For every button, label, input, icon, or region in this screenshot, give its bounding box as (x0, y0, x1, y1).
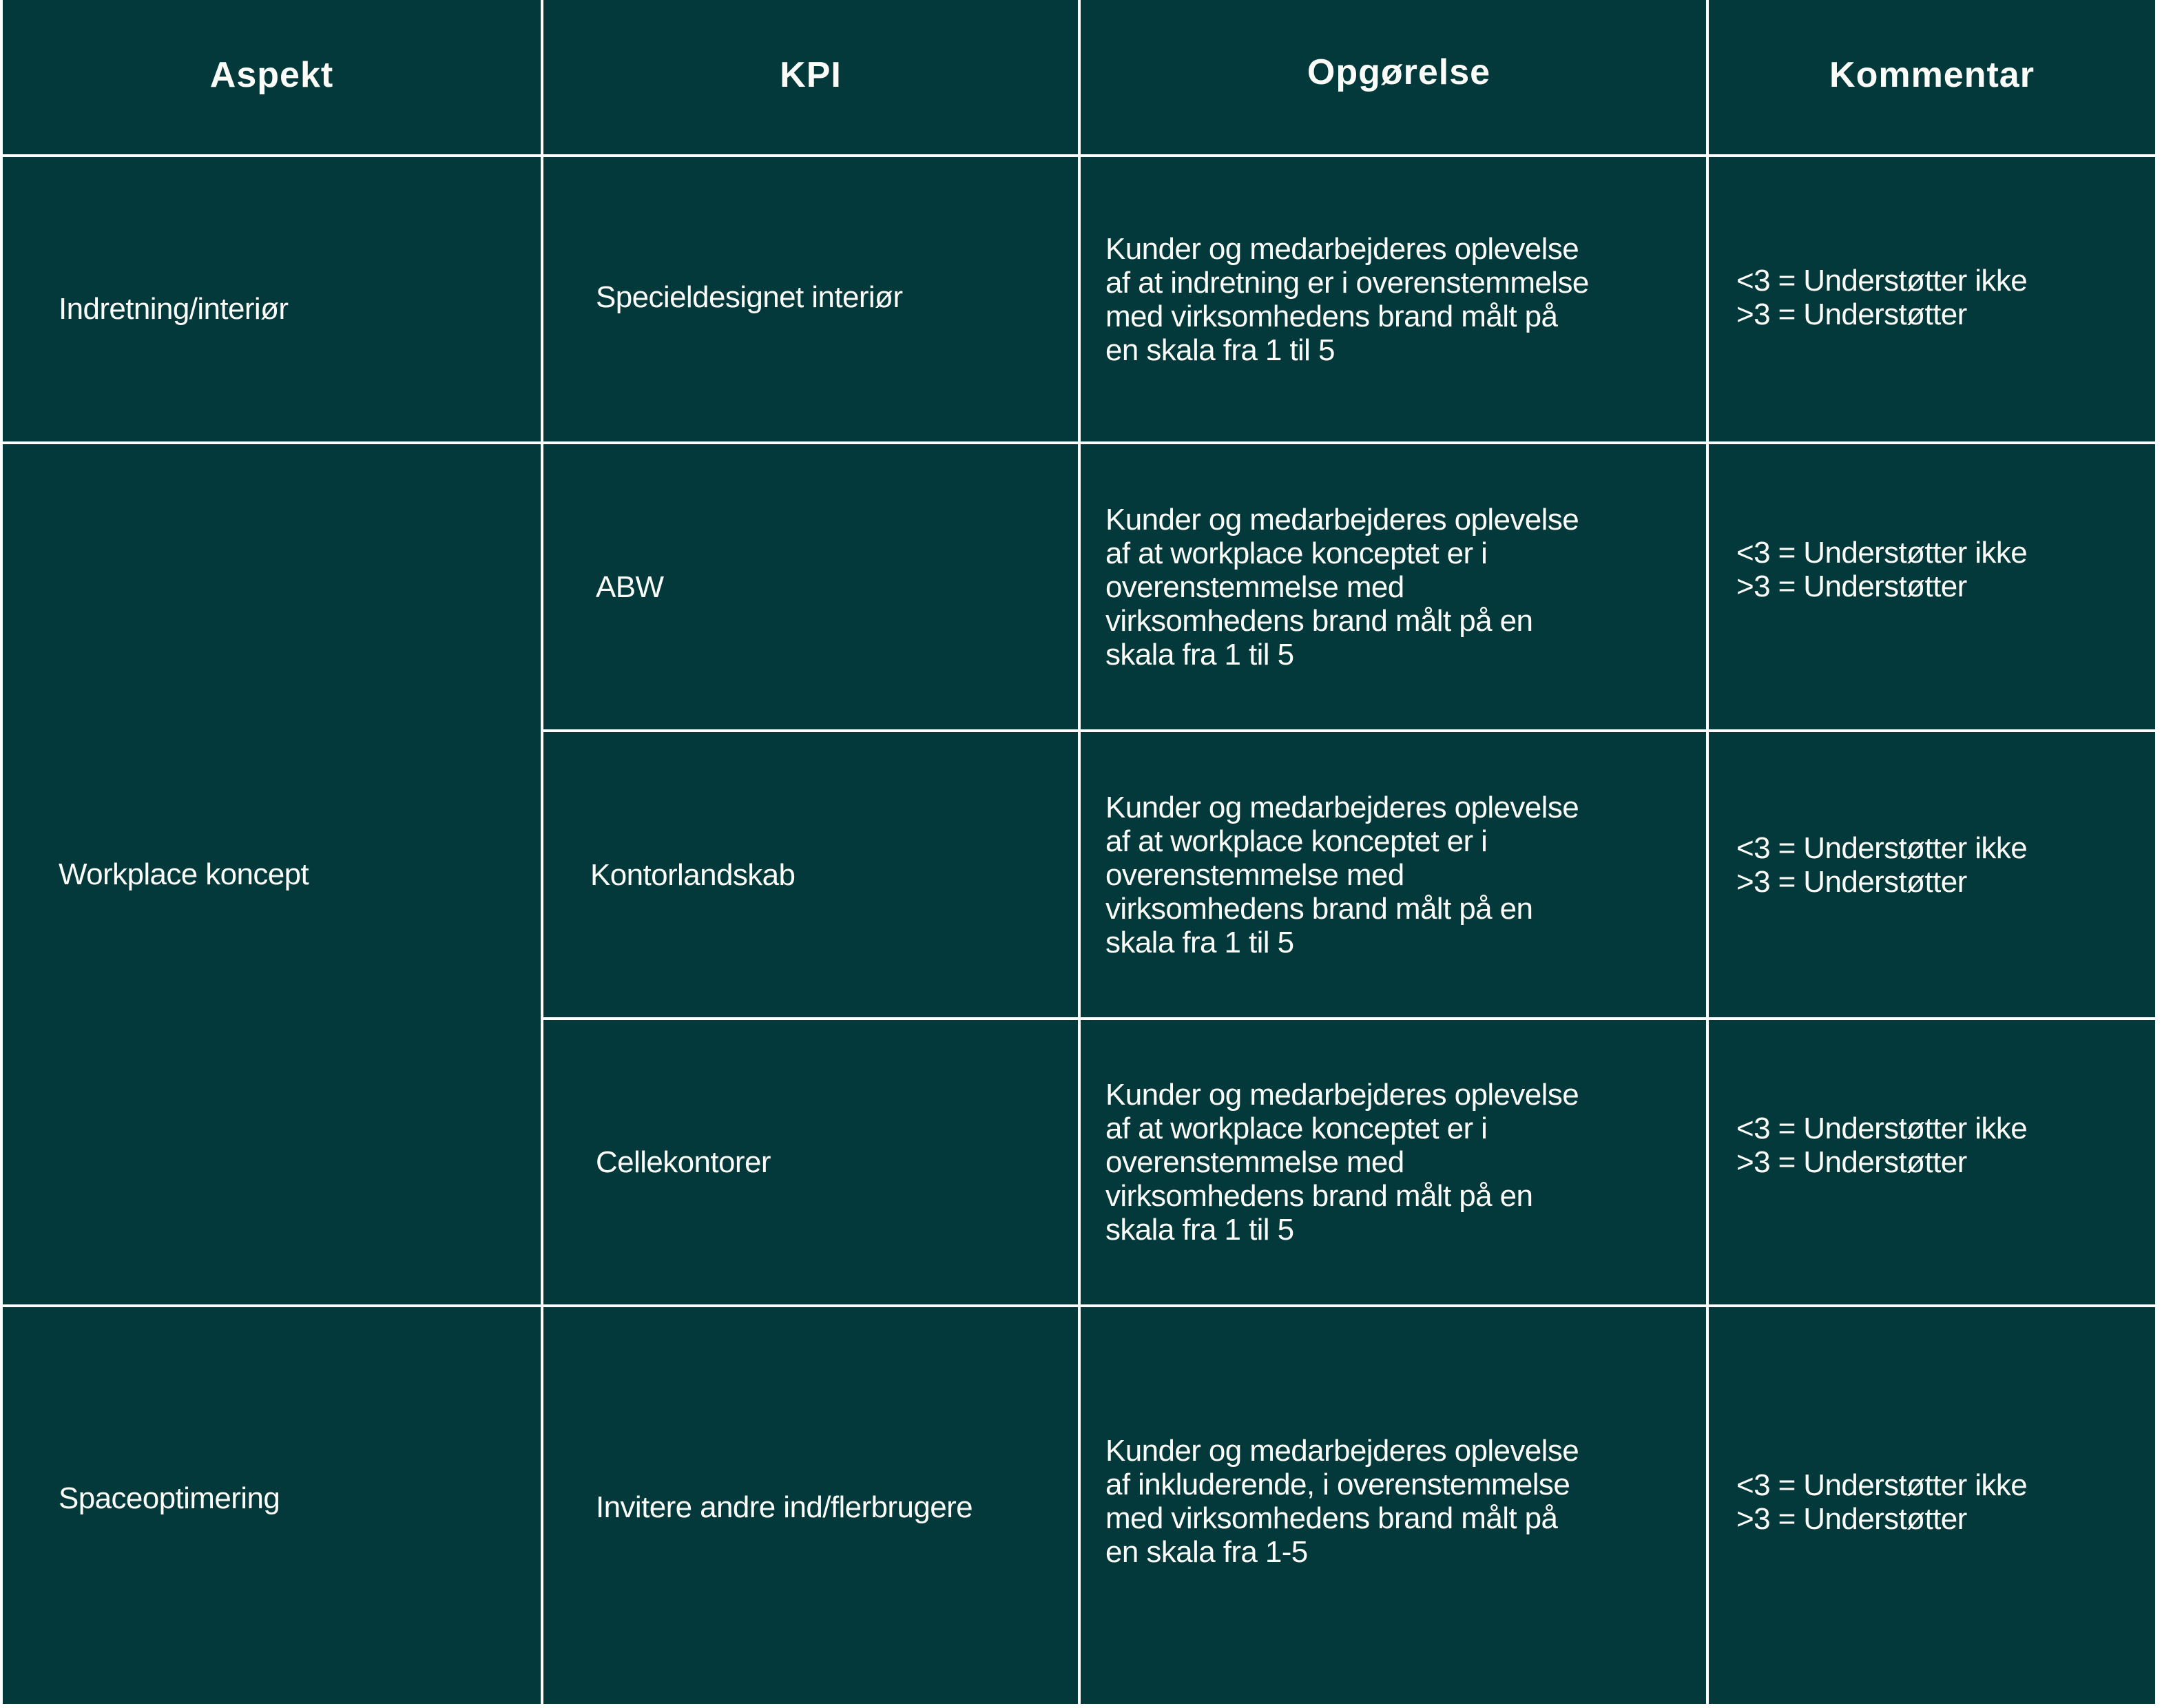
opgorelse-text (1105, 1078, 1579, 1247)
opgorelse-text (1105, 791, 1579, 959)
kommentar-text (1736, 264, 2027, 331)
opgorelse-line: skala fra 1 til 5 (1105, 637, 1294, 671)
kommentar-line: >3 = Understøtter (1736, 1145, 1967, 1179)
header-kpi-label: KPI (780, 55, 842, 95)
opgorelse-line: overenstemmelse med (1105, 1145, 1404, 1179)
opgorelse-cell (1081, 157, 1706, 441)
header-kommentar-label: Kommentar (1829, 55, 2035, 95)
kommentar-line: <3 = Understøtter ikke (1736, 536, 2028, 570)
opgorelse-line: virksomhedens brand målt på en (1105, 891, 1533, 926)
aspect-cell (3, 444, 541, 1304)
opgorelse-line: med virksomhedens brand målt på (1105, 1501, 1558, 1535)
aspect-label: Indretning/interiør (59, 292, 289, 326)
kpi-label: Specieldesignet interiør (596, 280, 903, 314)
kommentar-text (1736, 536, 2027, 603)
kommentar-line: <3 = Understøtter ikke (1736, 1111, 2028, 1145)
opgorelse-text (1105, 1434, 1579, 1569)
kpi-label: Invitere andre ind/flerbrugere (596, 1490, 973, 1524)
kommentar-text (1736, 831, 2027, 899)
kpi-cell (543, 1020, 1078, 1304)
aspect-label: Spaceoptimering (59, 1481, 280, 1515)
opgorelse-line: Kunder og medarbejderes oplevelse (1105, 231, 1579, 266)
opgorelse-line: overenstemmelse med (1105, 857, 1404, 892)
opgorelse-line: af inkluderende, i overenstemmelse (1105, 1468, 1570, 1501)
opgorelse-text (1105, 503, 1579, 671)
kommentar-text (1736, 1468, 2027, 1536)
header-opgorelse-label: Opgørelse (1307, 52, 1491, 92)
opgorelse-line: en skala fra 1-5 (1105, 1535, 1308, 1569)
opgorelse-cell (1081, 444, 1706, 729)
opgorelse-cell (1081, 1307, 1706, 1704)
aspect-label: Workplace koncept (59, 857, 309, 891)
opgorelse-line: virksomhedens brand målt på en (1105, 603, 1533, 638)
header-opgorelse (1081, 0, 1706, 154)
opgorelse-line: Kunder og medarbejderes oplevelse (1105, 790, 1579, 824)
opgorelse-line: skala fra 1 til 5 (1105, 1213, 1294, 1247)
kommentar-line: <3 = Understøtter ikke (1736, 1468, 2028, 1502)
kommentar-cell (1709, 1020, 2155, 1304)
opgorelse-line: en skala fra 1 til 5 (1105, 333, 1335, 367)
opgorelse-line: Kunder og medarbejderes oplevelse (1105, 502, 1579, 537)
kommentar-cell (1709, 444, 2155, 729)
header-kpi (543, 0, 1078, 154)
kpi-label: ABW (596, 570, 664, 604)
header-aspekt-label: Aspekt (209, 55, 334, 95)
opgorelse-line: Kunder og medarbejderes oplevelse (1105, 1078, 1579, 1112)
opgorelse-line: med virksomhedens brand målt på (1105, 299, 1558, 333)
kpi-cell (543, 1307, 1078, 1704)
opgorelse-line: overenstemmelse med (1105, 570, 1404, 604)
kommentar-line: <3 = Understøtter ikke (1736, 831, 2028, 865)
opgorelse-cell (1081, 732, 1706, 1017)
opgorelse-line: af at workplace konceptet er i (1105, 824, 1488, 858)
opgorelse-line: Kunder og medarbejderes oplevelse (1105, 1434, 1579, 1468)
kpi-cell (543, 732, 1078, 1017)
opgorelse-text (1105, 232, 1589, 367)
kommentar-line: >3 = Understøtter (1736, 865, 1967, 899)
kommentar-cell (1709, 732, 2155, 1017)
opgorelse-line: af at workplace konceptet er i (1105, 1112, 1488, 1145)
opgorelse-line: virksomhedens brand målt på en (1105, 1179, 1533, 1213)
aspect-cell (3, 157, 541, 441)
header-aspekt (3, 0, 541, 154)
kpi-label: Kontorlandskab (590, 857, 796, 892)
kommentar-line: <3 = Understøtter ikke (1736, 263, 2028, 298)
opgorelse-line: af at workplace konceptet er i (1105, 536, 1488, 570)
aspect-cell (3, 1307, 541, 1704)
header-kommentar (1709, 0, 2155, 154)
kpi-table (3, 0, 2155, 1704)
kommentar-cell (1709, 157, 2155, 441)
kommentar-line: >3 = Understøtter (1736, 297, 1967, 331)
kpi-label: Cellekontorer (596, 1145, 771, 1179)
opgorelse-cell (1081, 1020, 1706, 1304)
kommentar-line: >3 = Understøtter (1736, 570, 1967, 603)
opgorelse-line: skala fra 1 til 5 (1105, 925, 1294, 959)
kpi-cell (543, 444, 1078, 729)
opgorelse-line: af at indretning er i overenstemmelse (1105, 265, 1589, 300)
kommentar-text (1736, 1112, 2027, 1179)
kpi-cell (543, 157, 1078, 441)
kommentar-line: >3 = Understøtter (1736, 1502, 1967, 1536)
kommentar-cell (1709, 1307, 2155, 1704)
